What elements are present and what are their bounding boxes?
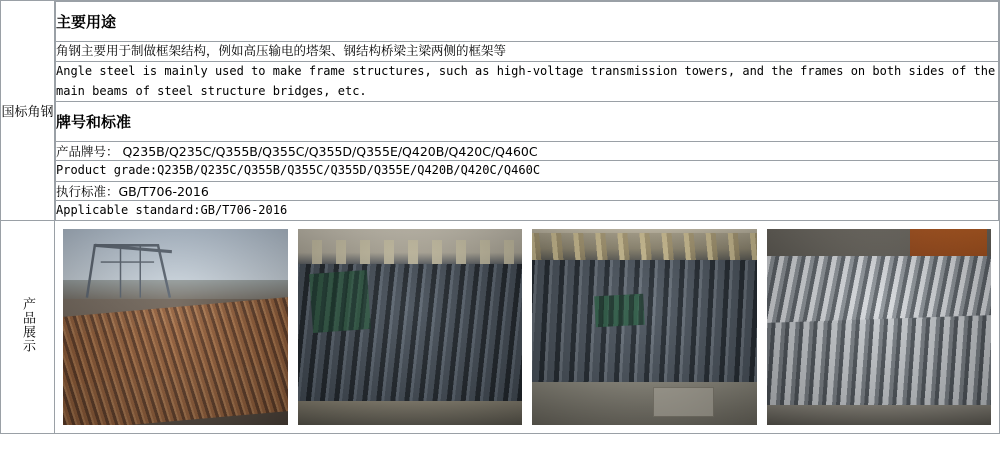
main-use-chinese: 角钢主要用于制做框架结构，例如高压输电的塔架、钢结构桥梁主梁两侧的框架等 <box>56 42 999 62</box>
gantry-crane-icon <box>81 237 180 300</box>
heading-main-use: 主要用途 <box>56 2 999 42</box>
angle-steel-stack-lower <box>767 314 992 413</box>
photo-angle-steel-yard-crane[interactable] <box>63 229 288 425</box>
text-row-standard-cn <box>56 181 999 200</box>
execution-standard-chinese: 执行标准：GB/T706-2016 <box>56 181 999 200</box>
section-heading-row-grade-standard <box>56 102 999 142</box>
green-painted-bundle <box>594 294 645 328</box>
table-row-specifications <box>1 1 1000 221</box>
product-photo-gallery <box>55 221 999 433</box>
text-row-standard-en <box>56 200 999 220</box>
row-header-product-display <box>1 220 55 433</box>
heading-grade-and-standard: 牌号和标准 <box>56 102 999 142</box>
text-row-main-use-en <box>56 61 999 102</box>
text-row-main-use-cn <box>56 42 999 62</box>
concrete-ground <box>532 382 757 425</box>
row-header-label-gallery: 产品展示 <box>20 296 35 353</box>
row-header-label: 国标角钢 <box>1 104 54 120</box>
row-header-standard-angle-steel <box>1 1 55 221</box>
text-row-product-grade-en <box>56 161 999 181</box>
product-grade-chinese: 产品牌号： Q235B/Q235C/Q355B/Q355C/Q355D/Q355E/Q420B/Q420C/Q460C <box>56 142 999 161</box>
angle-bar-layer-front <box>63 297 288 425</box>
main-use-english: Angle steel is mainly used to make frame structures, such as high-voltage transmission towers, and the frames on both sides of the main beams of steel structure bridges, etc. <box>56 61 999 102</box>
photo-angle-steel-galvanized[interactable] <box>767 229 992 425</box>
ground-region <box>767 405 992 425</box>
angle-steel-stack <box>532 260 757 393</box>
product-grade-english: Product grade:Q235B/Q235C/Q355B/Q355C/Q355D/Q355E/Q420B/Q420C/Q460C <box>56 161 999 181</box>
text-row-product-grade-cn <box>56 142 999 161</box>
green-painted-bundle <box>309 270 371 333</box>
applicable-standard-english: Applicable standard:GB/T706-2016 <box>56 200 999 220</box>
photo-angle-steel-bundles-dark[interactable] <box>298 229 523 425</box>
table-row-gallery <box>1 220 1000 433</box>
section-heading-row-main-use <box>56 2 999 42</box>
gallery-cell <box>55 220 1000 433</box>
specifications-cell <box>55 1 1000 221</box>
photo-angle-steel-bundles-straw[interactable] <box>532 229 757 425</box>
concrete-block <box>653 387 713 416</box>
specifications-inner-table <box>55 1 999 220</box>
rail-track <box>298 401 523 425</box>
